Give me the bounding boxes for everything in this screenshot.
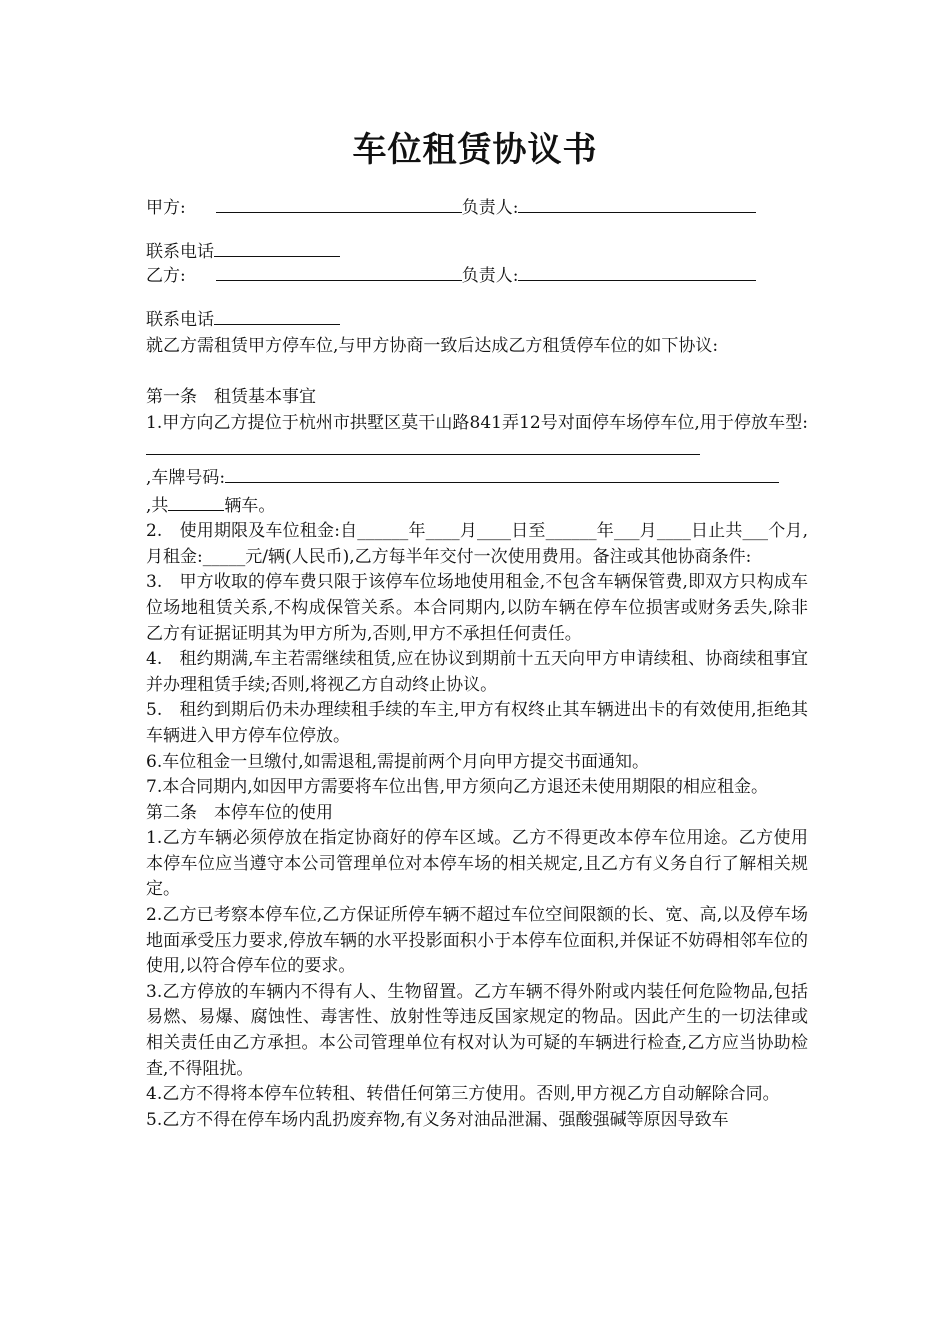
party-a-label: 甲方:: [146, 198, 186, 218]
plate-number-line: [146, 464, 808, 492]
vehicle-count-prefix: ,共: [146, 495, 169, 516]
party-a-person-label: 负责人:: [461, 198, 519, 218]
party-b-phone-row: [146, 306, 340, 333]
plate-number-label: ,车牌号码:: [146, 467, 226, 488]
party-b-name-blank[interactable]: [216, 262, 462, 281]
section-1-item-7: 7.本合同期内,如因甲方需要将车位出售,甲方须向乙方退还未使用期限的相应租金。: [146, 777, 769, 798]
party-a-phone-blank[interactable]: [214, 238, 340, 257]
section-2-item-1: 1.乙方车辆必须停放在指定协商好的停车区域。乙方不得更改本停车位用途。乙方使用本停车位应当遵守本公司管理单位对本停车场的相关规定,且乙方有义务自行了解相关规定。: [146, 828, 808, 900]
section-1-item-1: [146, 411, 808, 464]
party-a-person-blank[interactable]: [518, 194, 756, 213]
section-1-heading: 第一条 租赁基本事宜: [146, 387, 316, 408]
section-2-item-3: 3.乙方停放的车辆内不得有人、生物留置。乙方车辆不得外附或内装任何危险物品,包括易燃、易爆、腐蚀性、毒害性、放射性等违反国家规定的物品。因此产生的一切法律或相关责任由乙方承担。本公司管理单位有权对认为可疑的车辆进行检查,乙方应当协助检查,不得阻扰。: [146, 981, 808, 1079]
item-1-text: 1.甲方向乙方提位于杭州市拱墅区莫干山路841弄12号对面停车场停车位,用于停放车型:: [146, 412, 808, 433]
section-2-item-4: 4.乙方不得将本停车位转租、转借任何第三方使用。否则,甲方视乙方自动解除合同。: [146, 1084, 780, 1105]
section-1-item-5: 5. 租约到期后仍未办理续租手续的车主,甲方有权终止其车辆进出卡的有效使用,拒绝其车辆进入甲方停车位停放。: [146, 700, 808, 746]
car-model-blank[interactable]: [146, 436, 700, 455]
party-a-phone-label: 联系电话: [146, 242, 214, 262]
plate-number-blank[interactable]: [225, 464, 779, 483]
section-1-item-3: 3. 甲方收取的停车费只限于该停车位场地使用租金,不包含车辆保管费,即双方只构成车位场地租赁关系,不构成保管关系。本合同期内,以防车辆在停车位损害或财务丢失,除非乙方有证据证明其为甲方所为,否则,甲方不承担任何责任。: [146, 572, 808, 644]
section-1-item-6: 6.车位租金一旦缴付,如需退租,需提前两个月向甲方提交书面通知。: [146, 751, 650, 772]
party-b-label: 乙方:: [146, 266, 186, 286]
party-b-person-blank[interactable]: [518, 262, 756, 281]
party-b-phone-label: 联系电话: [146, 310, 214, 330]
party-a-row: [146, 194, 756, 221]
contract-body: [146, 334, 808, 1133]
party-b-row: [146, 262, 756, 289]
section-2-item-2: 2.乙方已考察本停车位,乙方保证所停车辆不超过车位空间限额的长、宽、高,以及停车场地面承受压力要求,停放车辆的水平投影面积小于本停车位面积,并保证不妨碍相邻车位的使用,以符合停车位的要求。: [146, 905, 808, 977]
vehicle-count-suffix: 辆车。: [224, 495, 276, 516]
document-title: 车位租赁协议书: [352, 130, 598, 170]
section-1-item-4: 4. 租约期满,车主若需继续租赁,应在协议到期前十五天向甲方申请续租、协商续租事宜并办理租赁手续;否则,将视乙方自动终止协议。: [146, 649, 808, 695]
vehicle-count-blank[interactable]: [168, 492, 224, 511]
party-a-name-blank[interactable]: [216, 194, 462, 213]
vehicle-count-line: [146, 492, 808, 520]
section-1-item-2: 2. 使用期限及车位租金:自______年____月____日至______年___月____日止共___个月,月租金:_____元/辆(人民币),乙方每半年交付一次使用费用。备注或其他协商条件:: [146, 521, 808, 567]
intro-paragraph: 就乙方需租赁甲方停车位,与甲方协商一致后达成乙方租赁停车位的如下协议:: [146, 336, 719, 356]
section-2-heading: 第二条 本停车位的使用: [146, 802, 333, 823]
party-b-person-label: 负责人:: [461, 266, 519, 286]
section-2-item-5: 5.乙方不得在停车场内乱扔废弃物,有义务对油品泄漏、强酸强碱等原因导致车: [146, 1109, 729, 1130]
party-b-phone-blank[interactable]: [214, 306, 340, 325]
party-a-phone-row: [146, 238, 340, 265]
